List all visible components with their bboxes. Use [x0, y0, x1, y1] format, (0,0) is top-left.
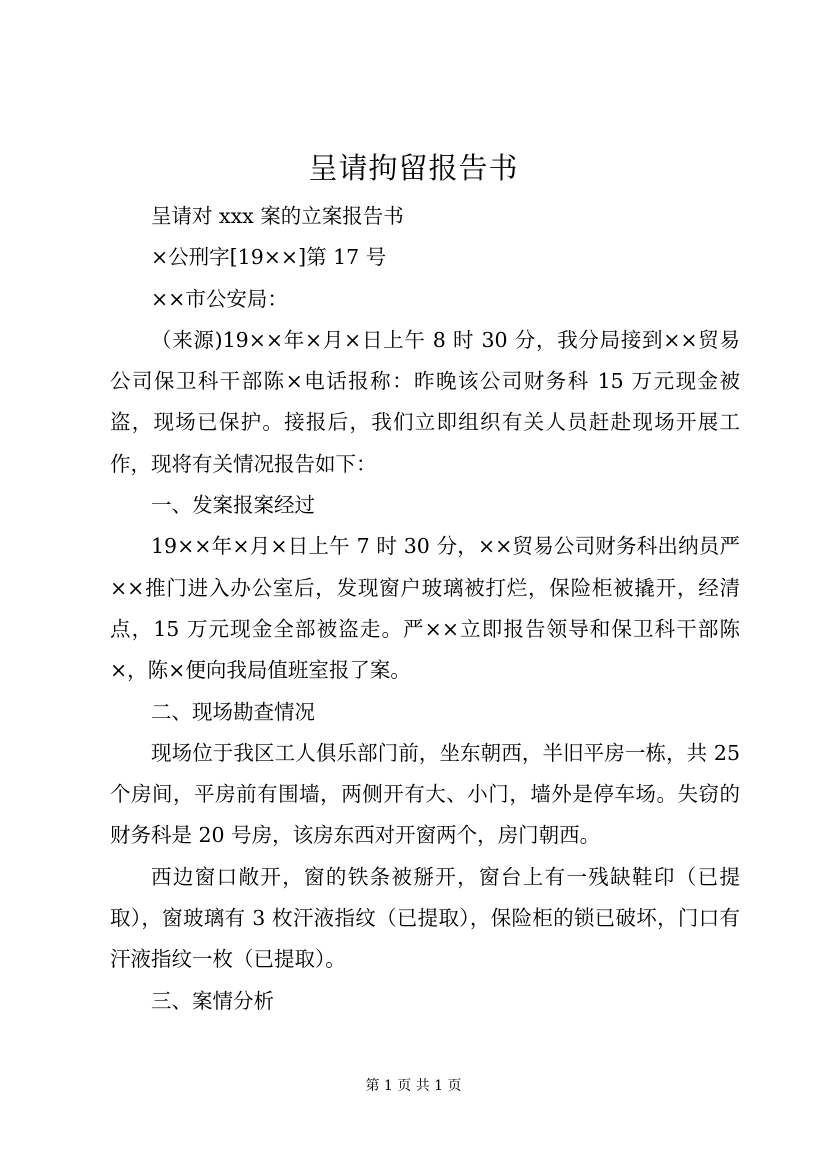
document-title: 呈请拘留报告书: [308, 151, 519, 185]
page-footer: 第 1 页 共 1 页: [365, 1078, 462, 1094]
section-heading-3: 三、案情分析: [151, 988, 274, 1013]
paragraph-scene-evidence: 西边窗口敞开，窗的铁条被掰开，窗台上有一残缺鞋印（已提取），窗玻璃有 3 枚汗液指纹（已提取），保险柜的锁已破坏，门口有汗液指纹一枚（已提取）。: [110, 864, 740, 972]
paragraph-case-number: ×公刑字[19××]第 17 号: [151, 245, 387, 270]
paragraph-scene-location: 现场位于我区工人俱乐部门前，坐东朝西，半旧平房一栋，共 25 个房间，平房前有围墙，两侧开有大、小门，墙外是停车场。失窃的财务科是 20 号房，该房东西对开窗两个，房门朝西。: [110, 740, 740, 848]
paragraph-subtitle: 呈请对 xxx 案的立案报告书: [151, 204, 404, 228]
section-heading-1: 一、发案报案经过: [151, 493, 315, 518]
paragraph-report-details: 19××年×月×日上午 7 时 30 分，××贸易公司财务科出纳员严××推门进入办公室后，发现窗户玻璃被打烂，保险柜被撬开，经清点，15 万元现金全部被盗走。严××立即报告领导和保卫科干部陈×，陈×便向我局值班室报了案。: [110, 534, 740, 683]
paragraph-addressee: ××市公安局：: [151, 286, 288, 311]
paragraph-source: （来源)19××年×月×日上午 8 时 30 分，我分局接到××贸易公司保卫科干部陈×电话报称：昨晚该公司财务科 15 万元现金被盗，现场已保护。接报后，我们立即组织有关人员赶赴现场开展工作，现将有关情况报告如下：: [110, 327, 740, 476]
document-body: [110, 196, 740, 1022]
section-heading-2: 二、现场勘查情况: [151, 699, 315, 724]
